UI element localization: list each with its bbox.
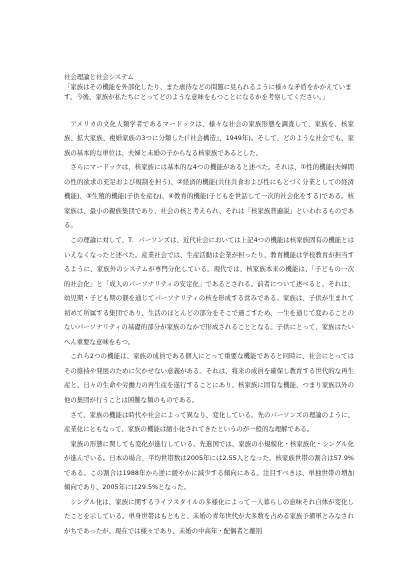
paragraph: さて、家族の機能は時代や社会によって異なり、変化している。先のパーソンズの理論のように、産業化にともなって、家族の機能は縮小化されてきたというのが一般的な理解である。 [64, 410, 354, 434]
essay-body [64, 117, 354, 539]
paragraph: アメリカの文化人類学者であるマードックは、様々な社会の家族形態を調査して、家族を、核家族、拡大家族、複婚家族の3つに分類した(『社会構造』、1949年)。そして、どのような社会でも、家族の基本的な単位は、夫婦と未婚の子からなる核家族であるとした。 [64, 119, 354, 157]
paragraph: これら2つの機能は、家族の成員である個人にとって重要な機能であると同時に、社会にとってはその維持や発展のために欠かせない意義がある。それは、将来の成員を確保し教育する世代的な再生産と、日々の生命や労働力の再生産を遂行することにあり、核家族に固有な機能、つまり家族以外の他の集団が行うことは困難な類のものである。 [64, 352, 354, 404]
assignment-prompt: 「家族はその機能を外部化したり、また虐待などの問題に見られるように様々な矛盾をかかえています。今後、家族が私たちにとってどのような意味をもつことになるかを考察してください。」 [64, 83, 352, 102]
paragraph: この理論に対して、T．パーソンズは、近代社会においては上記4つの機能は核家族固有の機能とはいえなくなったと述べた。産業社会では、生産活動は企業が担ったり、教育機能は学校教育が担当するように、家族外のシステムが専門分化している。現代では、核家族本来の機能は、「子どもの一次的社会化」と「成人のパーソナリティの安定化」であるとされる。前者について述べると、それは、幼児期・子ども期の躾を通じてパーソナリティの核を形成する営みである。家族は、子供が生まれて初めて所属する集団であり、生活のほとんどの部分をそこで過ごすため、一生を通じて変わることのないパーソナリティの基礎的部分が家族のなかで形成されることとなる。子供にとって、家族はたいへん重要な意味をもつ。 [64, 235, 354, 346]
paragraph: さらにマードックは、核家族には基本的な4つの機能があると述べた。それは、①性的機能(夫婦間の性的欲求の充足および規制を担う)、②経済的機能(共住共食および性にもとづく分業としての経済機能)、③生殖的機能(子供を産む)、④教育的機能(子どもを世話して一次的社会化をする)である。核家族は、最小の親族集団であり、社会の核と考えられ、それは「核家族普遍説」といわれるものである。 [64, 163, 354, 230]
paragraph: 家族の形態に関しても変化が進行している。先進国では、家族の小規模化・核家族化・シングル化が進んでいる。日本の場合、平均世帯数は2005年には2.55人となった。核家族世帯の割合は57.9%である。この割合は1988年から逆に緩やかに減少する傾向にある。注目すべきは、単独世帯の増加傾向であり、2005年には29.5%となった。 [64, 439, 354, 492]
paragraph: シングル化は、家族に関するライフスタイルの多様化によって一人暮らしの意味それ自体が変化したことを示している。単身世帯はもともと、未婚の青年世代が大多数を占める家族予備軍とみなされがちであったが、現在では様々であり、未婚の中高年・配偶者と離別 [64, 497, 354, 535]
document-heading: 社会理論と社会システム [64, 73, 134, 81]
